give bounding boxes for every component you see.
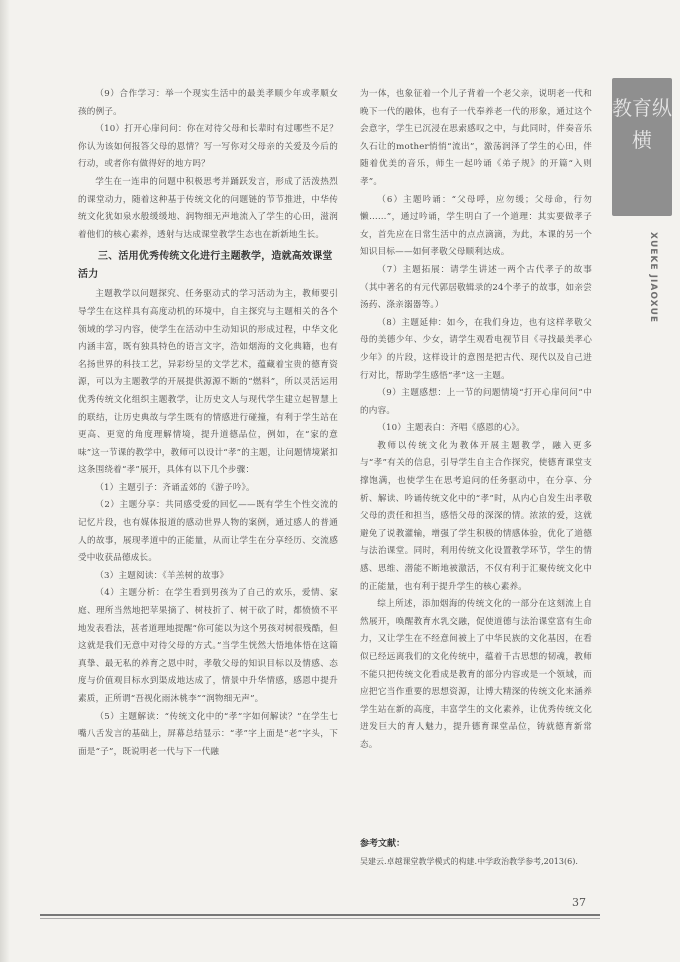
paragraph: （6）主题吟诵：“父母呼，应勿缓；父母命，行勿懒……”，通过吟诵，学生明白了一个道理：其实要做孝子女，首先应在日常生活中的点点滴滴，为此，本课的另一个知识目标——如何孝敬父母顺利达成。 [360, 194, 592, 258]
reference-item: 吴建云.卓越课堂教学模式的构建.中学政治教学参考,2013(6). [360, 857, 578, 866]
paragraph: 学生在一连串的问题中积极思考并踊跃发言，形成了活泼热烈的课堂动力，随着这种基于传统文化的问题链的节节推进，中华传统文化犹如泉水般缓缓地、润物细无声地流入了学生的心田，滋润着他们的核心素养，透射与达成课堂教学生态也在新新地生长。 [78, 176, 338, 240]
paragraph: （4）主题分析：在学生看到男孩为了自己的欢乐，爱情、家庭、理所当然地把苹果摘了、树枝折了、树干砍了时，都愤愤不平地发表看法，甚者道理地提醒“你可能以为这个男孩对树很残酷，但这就是我们无意中对待父母的方式。”当学生恍然大悟地体悟在这篇真挚、最无私的养育之恩中时，孝敬父母的知识目标以及情感、态度与价值观目标水到渠成地达成了，情景中升华情感，感恩中提升素质，正所谓“吾视化雨沐桃李”“润物细无声”。 [78, 588, 338, 704]
paragraph: 综上所述，添加烟海的传统文化的一部分在这刻流上自然展开，唤醒教育水乳交融，促使道德与法治课堂富有生命力，又让学生在不经意间被上了中华民族的文化基因，在看似已经远离我们的文化传统中，蕴着千古思想的韧魂，教师不能只把传统文化看成是教育的部分内容或是一个领域，而应把它当作重要的思想资源，让博大精深的传统文化来涵养学生站在新的高度，丰富学生的文化素养，让优秀传统文化迸发巨大的育人魅力，提升德育课堂品位，铸就德育新常态。 [360, 599, 592, 750]
left-column [78, 86, 338, 761]
paragraph: 为一体，也象征着一个儿子背着一个老父亲，说明老一代和晚下一代的融体，也有子一代奉养老一代的形象，通过这个会意字，学生已沉浸在思索感叹之中，与此同时，伴奏音乐久石让的mother悄悄“流出”，激荡润泽了学生的心田，伴随着优美的音乐，师生一起吟诵《弟子规》的开篇“入则孝”。 [360, 89, 592, 187]
right-column [360, 86, 592, 755]
section-english-label: XUEKE JIAOXUE [648, 232, 658, 324]
paragraph: 主题教学以问题探究、任务驱动式的学习活动为主，教师要引导学生在这样具有高度动机的环境中，自主探究与主题相关的各个领域的学习内容，使学生在活动中生动知识的形成过程，中华文化内涵丰富，既有独具特色的语言文字，浩如烟海的文化典籍，也有名扬世界的科技工艺，异彩纷呈的文学艺术，蕴藏着宝贵的德育资源，可以为主题教学的开展提供源源不断的“燃料”，所以灵活运用优秀传统文化组织主题教学，让历史文人与现代学生建立起智慧上的联结，让历史典故与学生既有的情感进行碰撞，有利于学生站在更高、更宽的角度理解情境，提升道德品位，例如，在“家的意味”这一节课的教学中，教师可以设计“孝”的主题，让问题情境紧扣这条围绕着“孝”展开，具体有以下几个步骤： [78, 289, 339, 476]
section-badge-text: 教育纵横 [612, 96, 672, 152]
binding-shadow [0, 0, 10, 962]
paragraph: （8）主题延伸：如今，在我们身边，也有这样孝敬父母的美德少年、少女，请学生观看电视节目《寻找最美孝心少年》的片段，这样设计的意图是把古代、现代以及自己进行对比，帮助学生感悟“孝”这一主题。 [360, 317, 592, 381]
paragraph: （5）主题解读：“传统文化中的“孝”字如何解读？”在学生七嘴八舌发言的基础上，屏幕总结显示：“孝”字上面是“老”字头，下面是“子”，既说明老一代与下一代融 [78, 711, 338, 757]
paragraph: （3）主题阅读：《羊羔树的故事》 [95, 570, 229, 581]
paragraph: （2）主题分享：共同感受爱的回忆——既有学生个性交流的记忆片段，也有媒体报道的感动世界人物的案例，通过感人的普通人的故事，展现孝道中的正能量，从而让学生在分享经历、交流感受中收获品德成长。 [78, 500, 338, 564]
paragraph: （9）主题感想：上一节的问题情境“打开心扉问问”中的内容。 [360, 388, 592, 416]
footer-rule [40, 914, 600, 916]
paragraph: （1）主题引子：齐诵孟郊的《游子吟》。 [95, 482, 255, 493]
references-title: 参考文献： [360, 839, 406, 849]
paragraph: （10）打开心扉问问：你在对待父母和长辈时有过哪些不足？你认为该如何报答父母的恩情？写一写你对父母亲的关爱及今后的行动，或者你有做得好的地方吗？ [78, 124, 338, 170]
footer-rule-thin [40, 918, 600, 919]
paragraph: 教师以传统文化为教体开展主题教学，融入更多与“孝”有关的信息，引导学生自主合作探究，使德育课堂支撑饱满，也使学生在思考追问的任务驱动中，在分享、分析、解读、吟诵传统文化中的“孝”时，从内心自发生出孝敬父母的责任和担当，感悟父母的深深的情。浓浓的爱，这就避免了说教灌输，增强了学生积极的情感体验，优化了道德与法治课堂。同时，利用传统文化设置教学环节，学生的情感、思维、潜能不断地被激活，不仅有利于汇聚传统文化中的正能量，也有利于提升学生的核心素养。 [360, 440, 592, 592]
section-badge [612, 78, 672, 216]
paragraph: （7）主题拓展：请学生讲述一两个古代孝子的故事（其中著名的有元代郭居敬辑录的24个孝子的故事，如亲尝汤药、涤亲溺器等。） [360, 264, 592, 311]
paragraph: （10）主题表白：齐唱《感恩的心》。 [377, 423, 525, 434]
paragraph: （9）合作学习：举一个现实生活中的最美孝顺少年或孝顺女孩的例子。 [78, 89, 338, 117]
page-number: 37 [572, 896, 586, 909]
section-heading: 三、活用优秀传统文化进行主题教学，造就高效课堂活力 [78, 251, 333, 281]
references [360, 838, 592, 868]
